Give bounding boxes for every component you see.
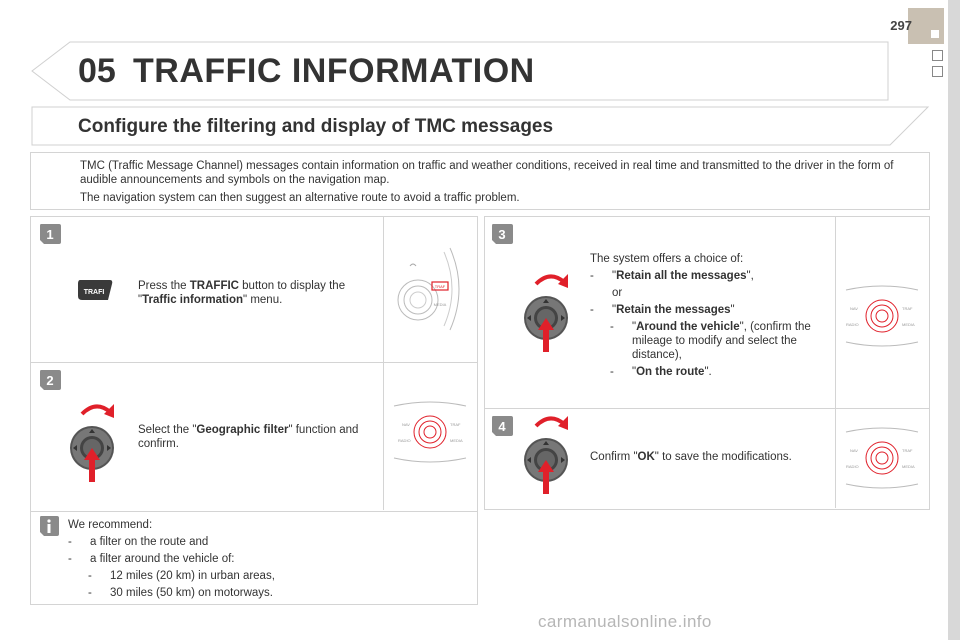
tip-list [68,535,458,600]
control-panel-illustration [844,422,920,494]
info-icon [38,514,60,538]
section-title: Configure the filtering and display of TMC messages [78,116,554,137]
traffic-button-icon [76,278,114,302]
step-text: " function and confirm. [138,424,359,450]
dial-rotate-press-icon [62,396,124,492]
step-4-text [590,450,826,464]
step-keyword: Traffic information [142,294,244,306]
step-text: ", (confirm the mileage to modify and select the distance), [632,321,811,361]
list-item: - 30 miles (50 km) on motorways. [68,586,458,600]
step-text: Press the [138,280,190,292]
panel-divider [30,362,477,363]
control-panel-illustration [844,280,920,352]
page-tab [908,8,944,44]
step-text: ", [746,270,754,282]
svg-text:TRAF: TRAF [902,448,913,453]
svg-text:MEDIA: MEDIA [902,322,915,327]
step-keyword: Geographic filter [196,424,289,436]
svg-text:NAV: NAV [850,448,858,453]
step-2-badge [38,368,62,392]
option-label: Around the vehicle [636,321,740,333]
step-text: button to display the " [138,280,346,306]
option-label: Retain the messages [616,304,731,316]
or-text: or [612,287,623,299]
watermark: carmanualsonline.info [538,612,712,631]
control-panel-illustration [392,396,468,468]
list-item [590,303,826,317]
option-label: On the route [636,366,705,378]
intro-paragraph: The navigation system can then suggest an alternative route to avoid a traffic problem. [80,192,520,204]
step-text: " [730,304,735,316]
svg-text:TRAF: TRAF [902,306,913,311]
step-4-badge [490,414,514,438]
step-text: " [612,304,617,316]
list-item [590,269,826,283]
step-text: " [612,270,617,282]
step-keyword: OK [637,451,655,463]
svg-text:2: 2 [46,373,54,388]
list-item [590,365,826,379]
dial-rotate-press-icon [516,266,578,362]
nav-square-icon [932,50,943,61]
step-text: " to save the modifications. [654,451,792,463]
tip-text [68,518,458,603]
panel-divider [835,216,836,508]
step-text: " menu. [243,294,283,306]
step-3-badge [490,222,514,246]
step-3-text [590,252,826,382]
step-2-text [138,423,376,451]
chapter-number: 05 [78,52,116,90]
svg-text:MEDIA: MEDIA [902,464,915,469]
list-item: - a filter around the vehicle of: [68,552,458,566]
page-tab-marker [931,30,939,38]
svg-text:3: 3 [498,227,506,242]
intro-paragraph: TMC (Traffic Message Channel) messages contain information on traffic and weather conditions, received in real time and transmitted to the driver in the form of audible announcements and symbols on the navigation map. [80,160,894,186]
step-text: Confirm " [590,451,638,463]
svg-text:NAV: NAV [402,422,410,427]
svg-text:NAV: NAV [850,306,858,311]
step-lead: The system offers a choice of: [590,253,744,265]
svg-text:RADIO: RADIO [398,438,411,443]
list-item [590,320,826,362]
svg-text:TRAFI: TRAFI [83,289,105,296]
dial-rotate-press-icon [516,408,578,504]
options-list [590,269,826,379]
svg-text:MEDIA: MEDIA [433,302,447,307]
step-text: Select the " [138,424,197,436]
step-text: " [632,321,637,333]
step-1-badge [38,222,62,246]
tip-lead: We recommend: [68,519,153,531]
list-item: - 12 miles (20 km) in urban areas, [68,569,458,583]
chapter-title: TRAFFIC INFORMATION [133,52,535,90]
step-text: " [632,366,637,378]
svg-text:TRAF: TRAF [450,422,461,427]
svg-text:1: 1 [46,227,54,242]
step-keyword: TRAFFIC [189,280,239,292]
page-number: 297 [890,18,912,33]
console-traffic-illustration [392,244,470,334]
step-text: ". [704,366,712,378]
nav-square-icon [932,66,943,77]
panel-divider [383,216,384,510]
svg-text:RADIO: RADIO [846,322,859,327]
svg-text:TRAF: TRAF [434,284,446,289]
step-1-text [138,279,376,307]
option-label: Retain all the messages [616,270,747,282]
page-edge-strip [948,0,960,640]
intro-text [80,159,900,209]
svg-text:4: 4 [498,419,506,434]
list-item: - a filter on the route and [68,535,458,549]
svg-text:RADIO: RADIO [846,464,859,469]
svg-text:MEDIA: MEDIA [450,438,463,443]
